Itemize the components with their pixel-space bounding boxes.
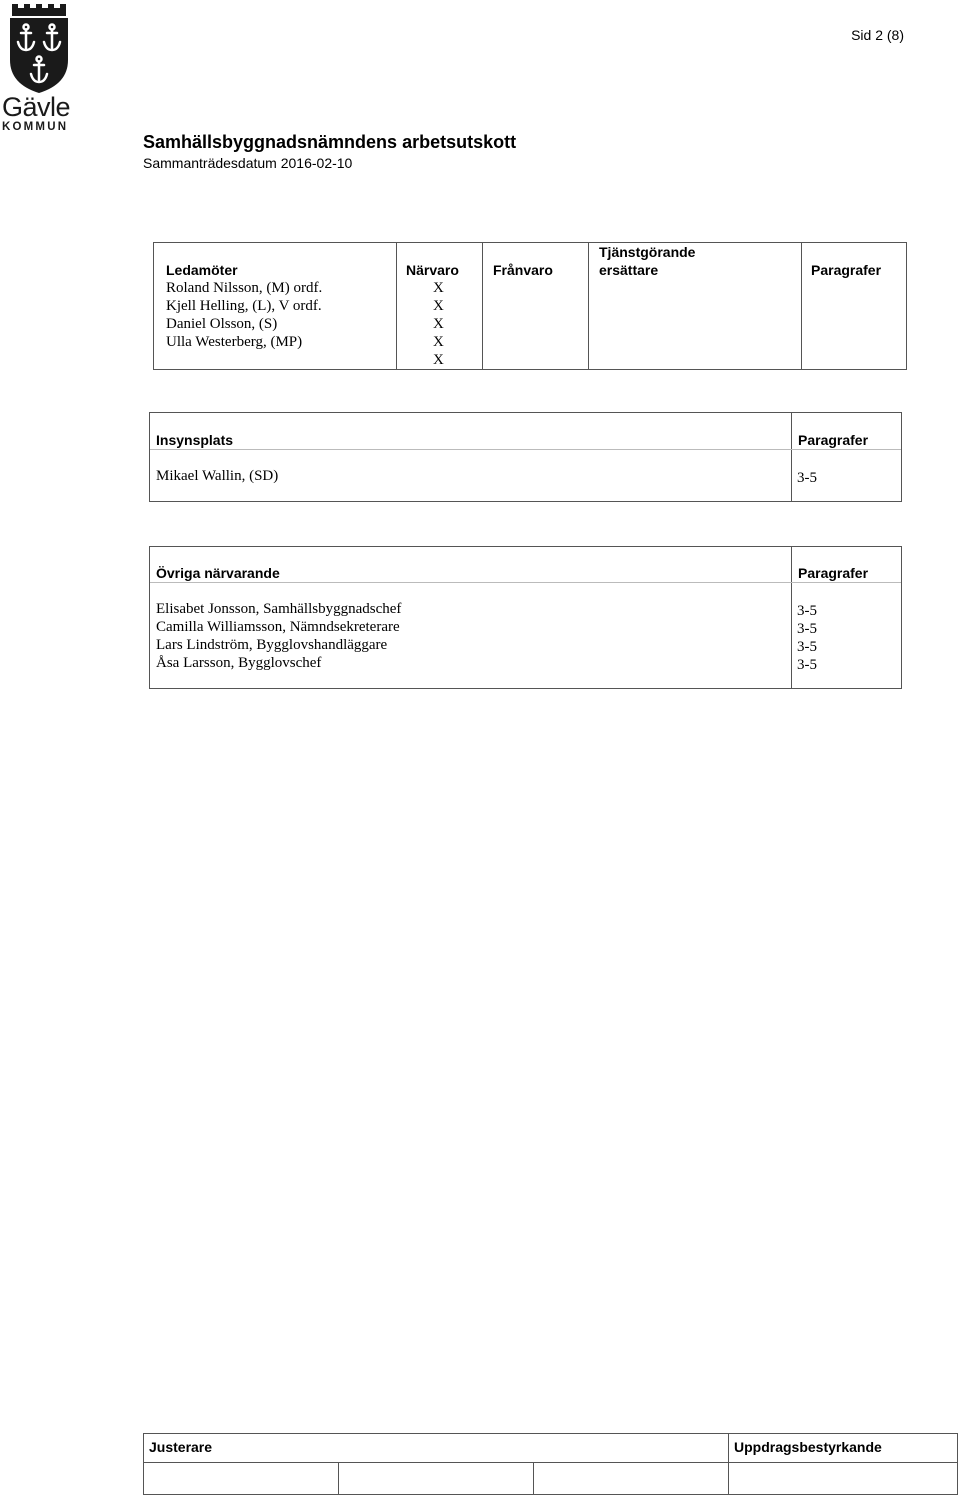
present-mark: X <box>433 280 444 296</box>
insight-header: Insynsplats <box>156 432 234 448</box>
signature-box <box>533 1463 534 1494</box>
other-attendee-name: Camilla Williamsson, Nämndsekreterare <box>156 619 400 635</box>
present-mark: X <box>433 334 444 350</box>
substitute-header-line1: Tjänstgörande <box>599 244 696 260</box>
coat-of-arms-icon <box>4 0 76 95</box>
substitute-header-line2: ersättare <box>599 262 659 278</box>
absent-header: Frånvaro <box>493 262 553 278</box>
others-table <box>149 546 902 689</box>
present-mark: X <box>433 352 444 368</box>
member-name: Kjell Helling, (L), V ordf. <box>166 298 322 314</box>
uppdragsbestyrkande-label: Uppdragsbestyrkande <box>734 1439 882 1455</box>
other-attendee-paragraphs: 3-5 <box>797 657 817 673</box>
other-attendee-paragraphs: 3-5 <box>797 621 817 637</box>
member-name: Roland Nilsson, (M) ordf. <box>166 280 323 296</box>
paragraphs-header: Paragrafer <box>811 262 882 278</box>
signature-box <box>338 1463 339 1494</box>
members-header: Ledamöter <box>166 262 238 278</box>
logo-name: Gävle <box>2 92 71 122</box>
member-name: Daniel Olsson, (S) <box>166 316 278 332</box>
other-attendee-name: Åsa Larsson, Bygglovschef <box>156 655 322 671</box>
other-attendee-name: Lars Lindström, Bygglovshandläggare <box>156 637 388 653</box>
insight-paragraphs: 3-5 <box>797 470 817 486</box>
others-header: Övriga närvarande <box>156 565 280 581</box>
document-title: Samhällsbyggnadsnämndens arbetsutskott <box>143 132 517 152</box>
signature-footer <box>143 1433 958 1495</box>
other-attendee-paragraphs: 3-5 <box>797 639 817 655</box>
present-mark: X <box>433 316 444 332</box>
others-paragraphs-header: Paragrafer <box>798 565 869 581</box>
members-table <box>153 242 907 370</box>
justerare-label: Justerare <box>149 1439 213 1455</box>
other-attendee-name: Elisabet Jonsson, Samhällsbyggnadschef <box>156 601 402 617</box>
member-name: Ulla Westerberg, (MP) <box>166 334 303 350</box>
page-number: Sid 2 (8) <box>851 27 904 43</box>
insight-name: Mikael Wallin, (SD) <box>156 468 279 484</box>
signature-row <box>144 1462 957 1494</box>
present-mark: X <box>433 298 444 314</box>
insight-paragraphs-header: Paragrafer <box>798 432 869 448</box>
gavle-kommun-logo <box>0 0 80 135</box>
other-attendee-paragraphs: 3-5 <box>797 603 817 619</box>
logo-subtitle: KOMMUN <box>2 121 69 133</box>
present-header: Närvaro <box>406 262 459 278</box>
insight-table <box>149 412 902 502</box>
meeting-date: Sammanträdesdatum 2016-02-10 <box>143 155 353 171</box>
